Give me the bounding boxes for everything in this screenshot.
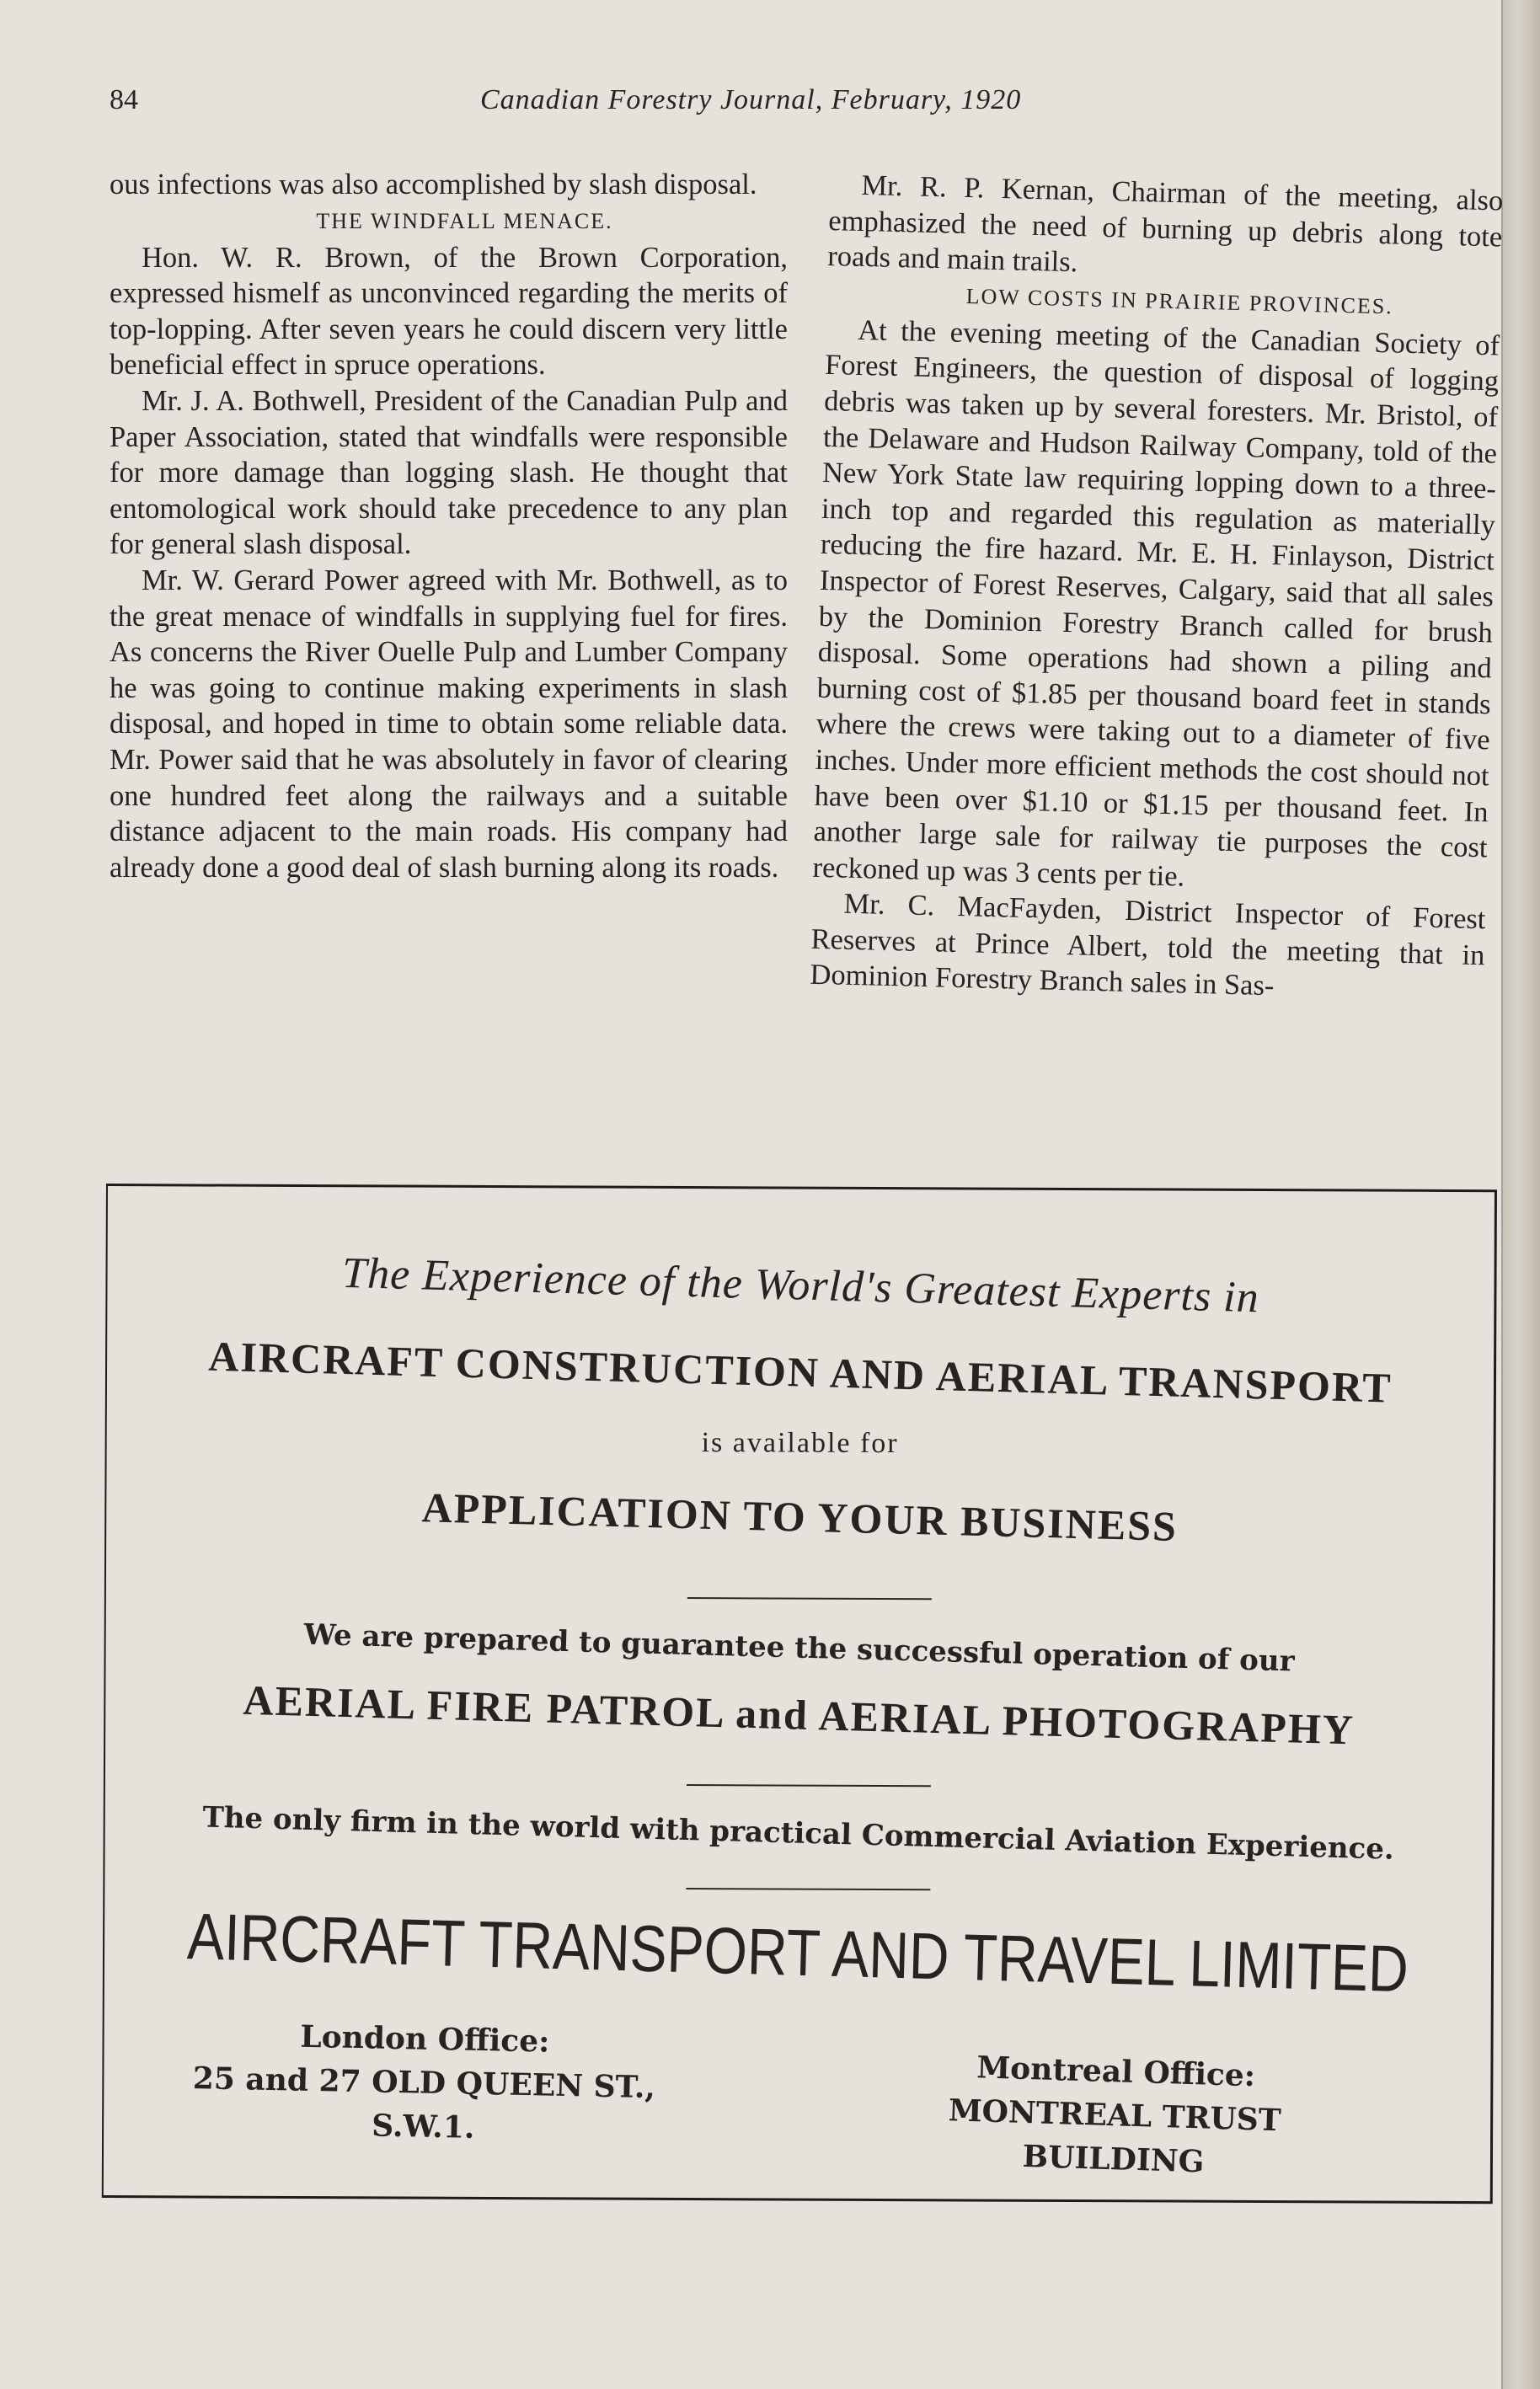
right-column — [810, 167, 1504, 1009]
ad-statement: We are prepared to guarantee the successful operation of our — [303, 1617, 1296, 1679]
paragraph: ous infections was also accomplished by slash disposal. — [110, 168, 757, 200]
ad-tagline: The Experience of the World's Greatest Experts in — [341, 1248, 1260, 1323]
page-edge — [1501, 0, 1540, 2389]
paragraph: Mr. C. MacFayden, District Inspector of Forest Reserves at Prince Albert, told the meeting that in Dominion Forestry Branch sales in Sas- — [810, 887, 1486, 1002]
left-column — [110, 167, 788, 885]
office-address: MONTREAL TRUST BUILDING — [948, 2092, 1282, 2180]
ad-divider — [686, 1888, 930, 1890]
office-label: Montreal Office: — [976, 2050, 1256, 2094]
running-head: Canadian Forestry Journal, February, 1920 — [480, 84, 1022, 115]
ad-firm-name: AIRCRAFT TRANSPORT AND TRAVEL LIMITED — [186, 1899, 1409, 2006]
office-address: 25 and 27 OLD QUEEN ST., S.W.1. — [192, 2060, 656, 2146]
ad-headline: AERIAL FIRE PATROL and AERIAL PHOTOGRAPHY — [242, 1676, 1356, 1754]
paragraph: Mr. W. Gerard Power agreed with Mr. Bothwell, as to the great menace of windfalls in supplying fuel for fires. As concerns the River Ouelle Pulp and Lumber Company he was going to continue making experiments in slash disposal, and hoped in time to obtain some reliable data. Mr. Power said that he was absolutely in favor of clearing one hundred feet along the railways and a suitable distance adjacent to the main roads. His company had already done a good deal of slash burning along its roads. — [110, 564, 788, 884]
montreal-office — [860, 2042, 1369, 2189]
section-subhead: THE WINDFALL MENACE. — [316, 208, 613, 233]
ad-statement: The only firm in the world with practical Commercial Aviation Experience. — [201, 1800, 1395, 1867]
ad-headline: AIRCRAFT CONSTRUCTION AND AERIAL TRANSPORT — [207, 1332, 1393, 1412]
page-number: 84 — [110, 84, 138, 115]
paragraph: At the evening meeting of the Canadian Society of Forest Engineers, the question of disposal of logging debris was taken up by several foresters. Mr. Bristol, of the Delaware and Hudson Railway Company, told of the New York State law requiring lopping down to a three-inch top and regarded this regulation as materially reducing the fire hazard. Mr. E. H. Finlayson, District Inspector of Forest Reserves, Calgary, said that all sales by the Dominion Forestry Branch called for brush disposal. Some operations had shown a piling and burning cost of $1.85 per thousand board feet in stands where the crews were taking out to a diameter of five inches. Under more efficient methods the cost should not have been over $1.10 or $1.15 per thousand feet. In another large sale for railway tie purposes the cost reckoned up was 3 cents per tie. — [812, 313, 1500, 893]
page-header — [110, 84, 1137, 135]
paragraph: Mr. R. P. Kernan, Chairman of the meeting, also emphasized the need of burning up debris along tote roads and main trails. — [826, 168, 1504, 279]
ad-subline: is available for — [701, 1427, 899, 1460]
ad-headline: APPLICATION TO YOUR BUSINESS — [421, 1483, 1179, 1550]
advertisement-box — [102, 1184, 1497, 2204]
london-office — [170, 2012, 678, 2154]
paragraph: Hon. W. R. Brown, of the Brown Corporation, expressed hismelf as unconvinced regarding the merits of top-lopping. After seven years he could discern very little beneficial effect in spruce operations. — [110, 241, 788, 382]
paragraph: Mr. J. A. Bothwell, President of the Canadian Pulp and Paper Association, stated that windfalls were responsible for more damage than logging slash. He thought that entomological work should take precedence to any plan for general slash disposal. — [110, 384, 788, 561]
section-subhead: LOW COSTS IN PRAIRIE PROVINCES. — [965, 283, 1394, 319]
ad-divider — [687, 1784, 931, 1787]
ad-divider — [687, 1597, 932, 1600]
office-label: London Office: — [299, 2018, 550, 2060]
